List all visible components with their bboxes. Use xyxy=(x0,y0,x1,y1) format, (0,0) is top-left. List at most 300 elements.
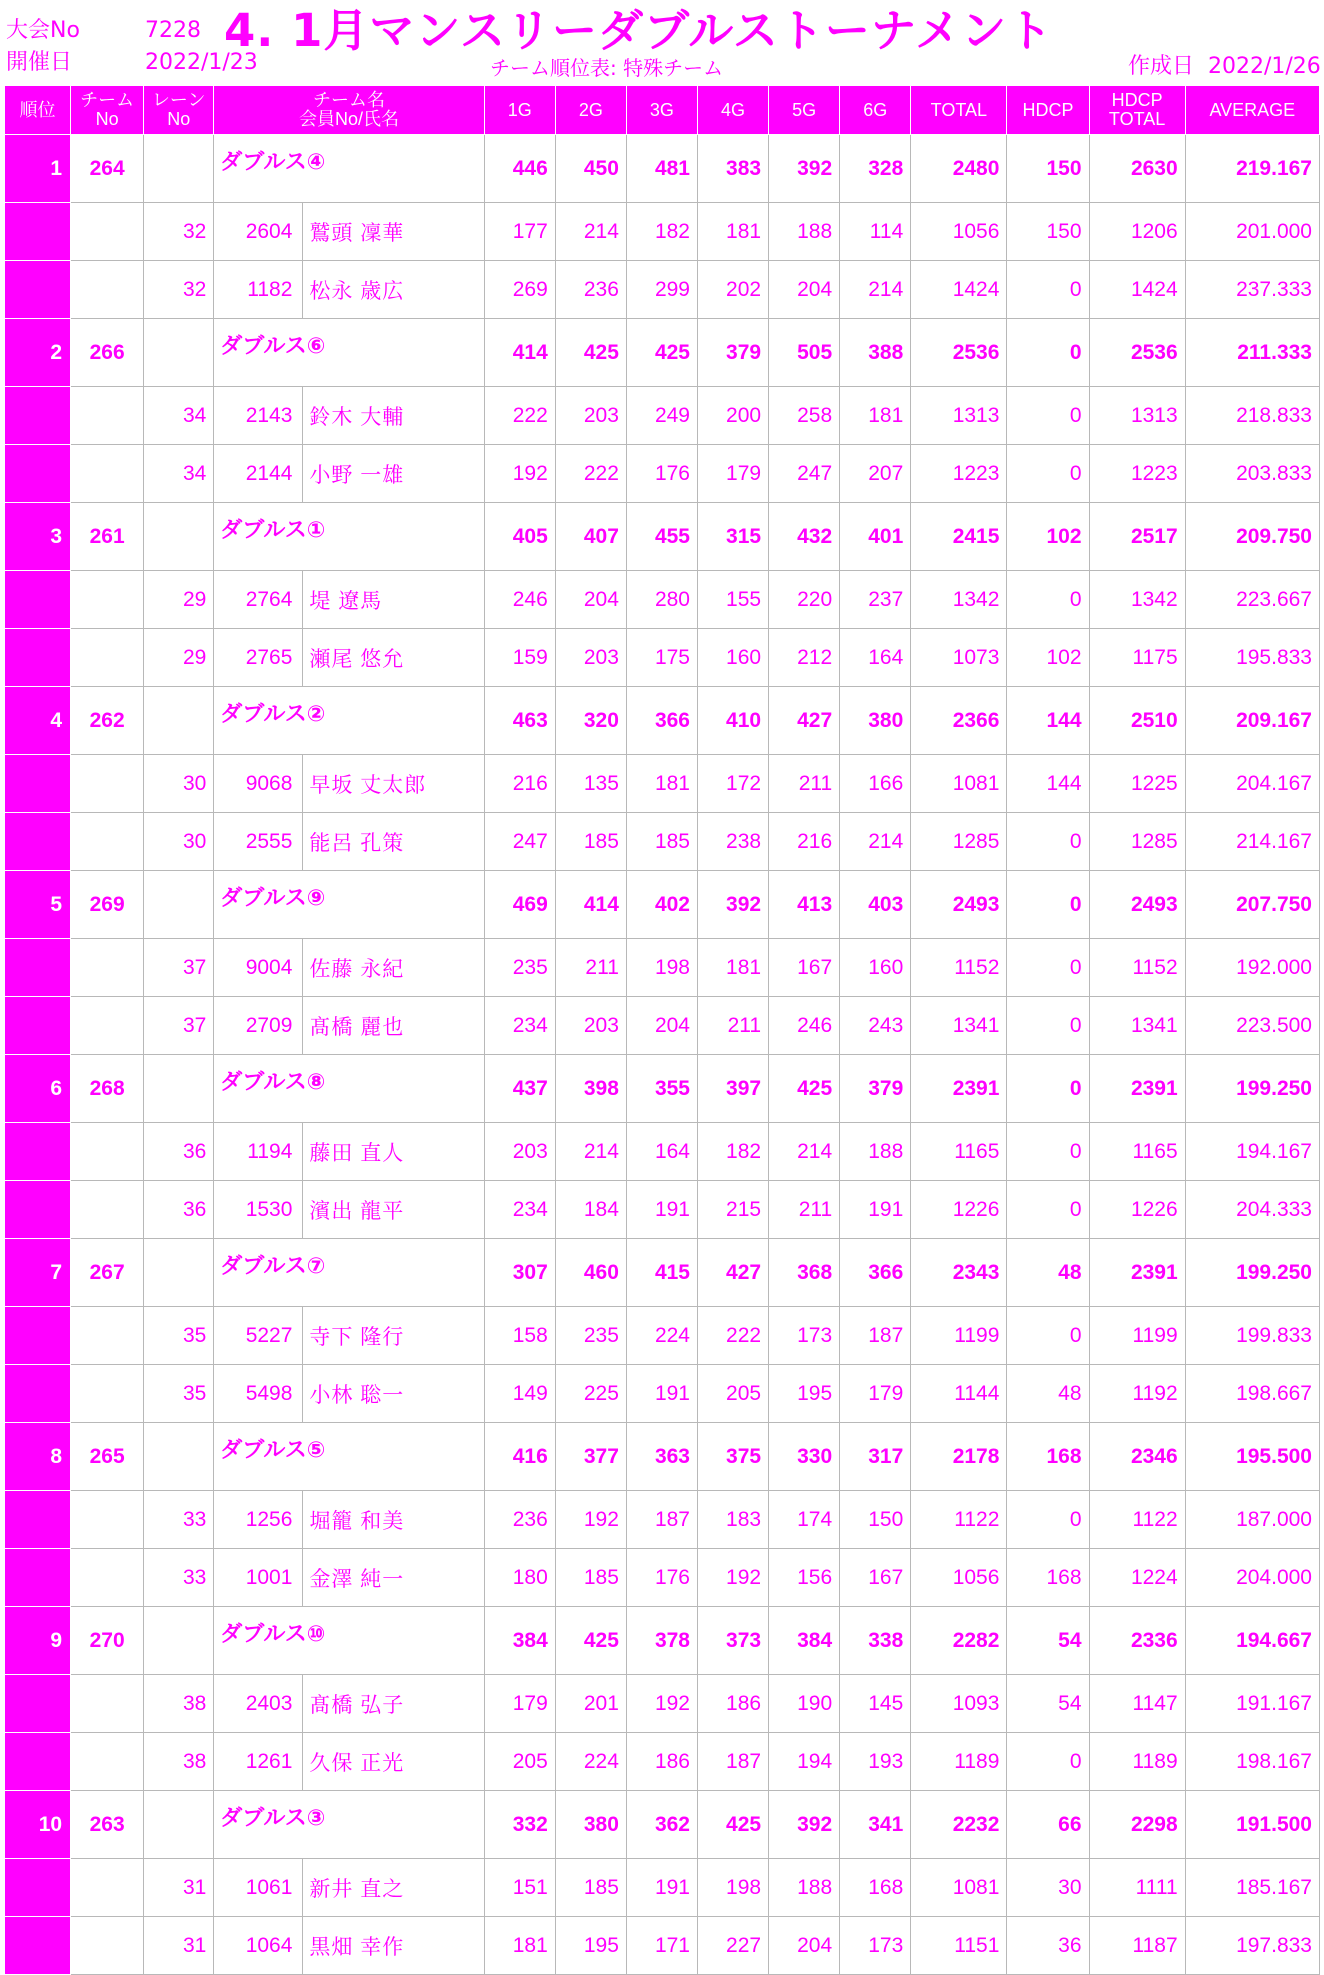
game-1-cell: 236 xyxy=(484,1491,555,1549)
game-6-cell: 388 xyxy=(840,319,911,387)
rank-cell xyxy=(5,571,71,629)
game-5-cell: 258 xyxy=(769,387,840,445)
player-name-cell: 能呂 孔策 xyxy=(303,813,484,871)
team-no-cell: 263 xyxy=(71,1791,144,1859)
lane-no-cell: 31 xyxy=(144,1859,214,1917)
game-2-cell: 204 xyxy=(555,571,626,629)
game-2-cell: 320 xyxy=(555,687,626,755)
lane-no-cell: 29 xyxy=(144,629,214,687)
game-1-cell: 216 xyxy=(484,755,555,813)
game-5-cell: 214 xyxy=(769,1123,840,1181)
game-4-cell: 155 xyxy=(697,571,768,629)
player-name-cell: 小野 一雄 xyxy=(303,445,484,503)
hdcp-cell: 0 xyxy=(1007,445,1089,503)
team-no-cell xyxy=(71,571,144,629)
team-no-cell xyxy=(71,939,144,997)
lane-no-cell xyxy=(144,1607,214,1675)
game-5-cell: 204 xyxy=(769,1917,840,1975)
lane-no-cell xyxy=(144,1423,214,1491)
game-1-cell: 332 xyxy=(484,1791,555,1859)
total-cell: 2480 xyxy=(911,135,1007,203)
lane-no-cell: 30 xyxy=(144,755,214,813)
team-no-cell xyxy=(71,1917,144,1975)
player-row xyxy=(5,445,1320,503)
game-2-cell: 203 xyxy=(555,629,626,687)
game-5-cell: 212 xyxy=(769,629,840,687)
lane-no-cell: 37 xyxy=(144,939,214,997)
team-row xyxy=(5,1239,1320,1307)
game-3-cell: 175 xyxy=(626,629,697,687)
game-3-cell: 176 xyxy=(626,1549,697,1607)
team-no-cell xyxy=(71,1123,144,1181)
rank-cell xyxy=(5,939,71,997)
game-6-cell: 168 xyxy=(840,1859,911,1917)
col-g4: 4G xyxy=(697,86,768,135)
game-4-cell: 181 xyxy=(697,203,768,261)
game-1-cell: 246 xyxy=(484,571,555,629)
col-g5: 5G xyxy=(769,86,840,135)
player-row xyxy=(5,203,1320,261)
game-6-cell: 317 xyxy=(840,1423,911,1491)
game-3-cell: 363 xyxy=(626,1423,697,1491)
rank-cell xyxy=(5,1123,71,1181)
game-5-cell: 427 xyxy=(769,687,840,755)
member-no-cell: 2403 xyxy=(214,1675,303,1733)
game-3-cell: 355 xyxy=(626,1055,697,1123)
game-2-cell: 214 xyxy=(555,203,626,261)
game-2-cell: 407 xyxy=(555,503,626,571)
team-no-cell xyxy=(71,445,144,503)
game-4-cell: 211 xyxy=(697,997,768,1055)
game-6-cell: 114 xyxy=(840,203,911,261)
hdcp-cell: 150 xyxy=(1007,135,1089,203)
average-cell: 201.000 xyxy=(1185,203,1319,261)
member-no-cell: 1530 xyxy=(214,1181,303,1239)
col-g3: 3G xyxy=(626,86,697,135)
hdcp-cell: 102 xyxy=(1007,503,1089,571)
hdcp-total-cell: 1152 xyxy=(1089,939,1185,997)
col-hdcp: HDCP xyxy=(1007,86,1089,135)
game-3-cell: 362 xyxy=(626,1791,697,1859)
player-row xyxy=(5,813,1320,871)
average-cell: 187.000 xyxy=(1185,1491,1319,1549)
game-6-cell: 207 xyxy=(840,445,911,503)
game-1-cell: 179 xyxy=(484,1675,555,1733)
hdcp-cell: 0 xyxy=(1007,1055,1089,1123)
game-4-cell: 238 xyxy=(697,813,768,871)
team-no-cell xyxy=(71,1675,144,1733)
hdcp-cell: 30 xyxy=(1007,1859,1089,1917)
lane-no-cell: 35 xyxy=(144,1307,214,1365)
player-name-cell: 瀬尾 悠允 xyxy=(303,629,484,687)
game-4-cell: 200 xyxy=(697,387,768,445)
rank-cell xyxy=(5,755,71,813)
game-6-cell: 193 xyxy=(840,1733,911,1791)
hdcp-cell: 54 xyxy=(1007,1607,1089,1675)
rank-cell xyxy=(5,261,71,319)
lane-no-cell xyxy=(144,1055,214,1123)
game-4-cell: 182 xyxy=(697,1123,768,1181)
game-3-cell: 185 xyxy=(626,813,697,871)
col-g2: 2G xyxy=(555,86,626,135)
member-no-cell: 5227 xyxy=(214,1307,303,1365)
member-no-cell: 1194 xyxy=(214,1123,303,1181)
total-cell: 1152 xyxy=(911,939,1007,997)
member-no-cell: 2143 xyxy=(214,387,303,445)
hdcp-total-cell: 1342 xyxy=(1089,571,1185,629)
game-2-cell: 460 xyxy=(555,1239,626,1307)
hdcp-cell: 66 xyxy=(1007,1791,1089,1859)
lane-no-cell xyxy=(144,319,214,387)
game-2-cell: 201 xyxy=(555,1675,626,1733)
total-cell: 1199 xyxy=(911,1307,1007,1365)
average-cell: 204.167 xyxy=(1185,755,1319,813)
date-label: 開催日 xyxy=(6,50,73,75)
game-3-cell: 192 xyxy=(626,1675,697,1733)
game-2-cell: 414 xyxy=(555,871,626,939)
average-cell: 199.833 xyxy=(1185,1307,1319,1365)
total-cell: 1223 xyxy=(911,445,1007,503)
hdcp-total-cell: 1226 xyxy=(1089,1181,1185,1239)
game-4-cell: 179 xyxy=(697,445,768,503)
col-team-name: チーム名 会員No/氏名 xyxy=(214,86,484,135)
total-cell: 1144 xyxy=(911,1365,1007,1423)
average-cell: 223.500 xyxy=(1185,997,1319,1055)
game-2-cell: 195 xyxy=(555,1917,626,1975)
game-2-cell: 211 xyxy=(555,939,626,997)
hdcp-cell: 0 xyxy=(1007,261,1089,319)
tournament-no-label: 大会No xyxy=(6,18,80,43)
player-row xyxy=(5,755,1320,813)
player-name-cell: 堀籠 和美 xyxy=(303,1491,484,1549)
player-name-cell: 鷲頭 凜華 xyxy=(303,203,484,261)
rank-cell: 7 xyxy=(5,1239,71,1307)
hdcp-cell: 0 xyxy=(1007,387,1089,445)
member-no-cell: 9004 xyxy=(214,939,303,997)
total-cell: 1081 xyxy=(911,755,1007,813)
game-6-cell: 173 xyxy=(840,1917,911,1975)
total-cell: 1165 xyxy=(911,1123,1007,1181)
player-name-cell: 髙橋 弘子 xyxy=(303,1675,484,1733)
game-5-cell: 220 xyxy=(769,571,840,629)
game-6-cell: 181 xyxy=(840,387,911,445)
game-3-cell: 280 xyxy=(626,571,697,629)
lane-no-cell: 35 xyxy=(144,1365,214,1423)
col-g6: 6G xyxy=(840,86,911,135)
game-6-cell: 403 xyxy=(840,871,911,939)
lane-no-cell: 29 xyxy=(144,571,214,629)
rank-cell xyxy=(5,1917,71,1975)
game-1-cell: 205 xyxy=(484,1733,555,1791)
hdcp-total-cell: 2517 xyxy=(1089,503,1185,571)
hdcp-total-cell: 2630 xyxy=(1089,135,1185,203)
team-row xyxy=(5,135,1320,203)
game-3-cell: 171 xyxy=(626,1917,697,1975)
game-3-cell: 191 xyxy=(626,1859,697,1917)
hdcp-cell: 144 xyxy=(1007,755,1089,813)
average-cell: 203.833 xyxy=(1185,445,1319,503)
lane-no-cell: 38 xyxy=(144,1733,214,1791)
game-4-cell: 186 xyxy=(697,1675,768,1733)
rank-cell xyxy=(5,387,71,445)
hdcp-total-cell: 2336 xyxy=(1089,1607,1185,1675)
game-5-cell: 211 xyxy=(769,1181,840,1239)
total-cell: 2391 xyxy=(911,1055,1007,1123)
game-2-cell: 380 xyxy=(555,1791,626,1859)
average-cell: 237.333 xyxy=(1185,261,1319,319)
rank-cell xyxy=(5,203,71,261)
team-no-cell xyxy=(71,261,144,319)
game-4-cell: 215 xyxy=(697,1181,768,1239)
hdcp-total-cell: 2536 xyxy=(1089,319,1185,387)
game-3-cell: 299 xyxy=(626,261,697,319)
game-5-cell: 216 xyxy=(769,813,840,871)
game-6-cell: 328 xyxy=(840,135,911,203)
col-g1: 1G xyxy=(484,86,555,135)
player-row xyxy=(5,261,1320,319)
game-5-cell: 204 xyxy=(769,261,840,319)
total-cell: 1056 xyxy=(911,1549,1007,1607)
game-1-cell: 384 xyxy=(484,1607,555,1675)
game-1-cell: 158 xyxy=(484,1307,555,1365)
game-2-cell: 214 xyxy=(555,1123,626,1181)
rank-cell: 4 xyxy=(5,687,71,755)
tournament-no: 7228 xyxy=(145,18,201,43)
game-5-cell: 211 xyxy=(769,755,840,813)
player-row xyxy=(5,1307,1320,1365)
player-name-cell: 髙橋 麗也 xyxy=(303,997,484,1055)
game-3-cell: 191 xyxy=(626,1365,697,1423)
average-cell: 195.500 xyxy=(1185,1423,1319,1491)
game-2-cell: 185 xyxy=(555,1549,626,1607)
team-row xyxy=(5,687,1320,755)
player-name-cell: 新井 直之 xyxy=(303,1859,484,1917)
player-row xyxy=(5,1859,1320,1917)
lane-no-cell xyxy=(144,1791,214,1859)
game-5-cell: 368 xyxy=(769,1239,840,1307)
team-no-cell: 266 xyxy=(71,319,144,387)
average-cell: 199.250 xyxy=(1185,1055,1319,1123)
average-cell: 197.833 xyxy=(1185,1917,1319,1975)
team-name-cell: ダブルス⑨ xyxy=(214,871,484,939)
game-1-cell: 149 xyxy=(484,1365,555,1423)
game-6-cell: 338 xyxy=(840,1607,911,1675)
game-4-cell: 379 xyxy=(697,319,768,387)
game-5-cell: 188 xyxy=(769,1859,840,1917)
player-row xyxy=(5,571,1320,629)
lane-no-cell: 32 xyxy=(144,261,214,319)
game-1-cell: 177 xyxy=(484,203,555,261)
player-name-cell: 堤 遼馬 xyxy=(303,571,484,629)
player-name-cell: 藤田 直人 xyxy=(303,1123,484,1181)
team-name-cell: ダブルス③ xyxy=(214,1791,484,1859)
game-3-cell: 191 xyxy=(626,1181,697,1239)
game-6-cell: 214 xyxy=(840,813,911,871)
game-5-cell: 167 xyxy=(769,939,840,997)
rank-cell xyxy=(5,445,71,503)
hdcp-total-cell: 1199 xyxy=(1089,1307,1185,1365)
col-hdcp-total: HDCP TOTAL xyxy=(1089,86,1185,135)
team-no-cell: 269 xyxy=(71,871,144,939)
game-1-cell: 192 xyxy=(484,445,555,503)
player-row xyxy=(5,387,1320,445)
rank-cell: 10 xyxy=(5,1791,71,1859)
col-average: AVERAGE xyxy=(1185,86,1319,135)
team-no-cell xyxy=(71,1859,144,1917)
created-date: 2022/1/26 xyxy=(1208,54,1321,79)
average-cell: 199.250 xyxy=(1185,1239,1319,1307)
average-cell: 185.167 xyxy=(1185,1859,1319,1917)
standings-table xyxy=(4,85,1320,1975)
lane-no-cell: 31 xyxy=(144,1917,214,1975)
hdcp-cell: 0 xyxy=(1007,1123,1089,1181)
hdcp-total-cell: 1313 xyxy=(1089,387,1185,445)
rank-cell: 5 xyxy=(5,871,71,939)
game-2-cell: 377 xyxy=(555,1423,626,1491)
total-cell: 1226 xyxy=(911,1181,1007,1239)
game-4-cell: 181 xyxy=(697,939,768,997)
created-label: 作成日 xyxy=(1128,54,1195,79)
game-2-cell: 225 xyxy=(555,1365,626,1423)
player-row xyxy=(5,1123,1320,1181)
team-name-cell: ダブルス⑩ xyxy=(214,1607,484,1675)
player-name-cell: 鈴木 大輔 xyxy=(303,387,484,445)
team-no-cell xyxy=(71,1491,144,1549)
hdcp-cell: 168 xyxy=(1007,1549,1089,1607)
game-2-cell: 203 xyxy=(555,997,626,1055)
member-no-cell: 2604 xyxy=(214,203,303,261)
table-body xyxy=(5,135,1320,1975)
game-3-cell: 181 xyxy=(626,755,697,813)
team-row xyxy=(5,1055,1320,1123)
game-5-cell: 190 xyxy=(769,1675,840,1733)
member-no-cell: 5498 xyxy=(214,1365,303,1423)
game-6-cell: 237 xyxy=(840,571,911,629)
hdcp-cell: 0 xyxy=(1007,939,1089,997)
player-row xyxy=(5,1365,1320,1423)
game-1-cell: 180 xyxy=(484,1549,555,1607)
player-row xyxy=(5,629,1320,687)
hdcp-cell: 0 xyxy=(1007,1307,1089,1365)
game-5-cell: 194 xyxy=(769,1733,840,1791)
game-1-cell: 463 xyxy=(484,687,555,755)
game-5-cell: 425 xyxy=(769,1055,840,1123)
member-no-cell: 2555 xyxy=(214,813,303,871)
game-6-cell: 243 xyxy=(840,997,911,1055)
game-6-cell: 191 xyxy=(840,1181,911,1239)
average-cell: 219.167 xyxy=(1185,135,1319,203)
hdcp-cell: 0 xyxy=(1007,871,1089,939)
game-3-cell: 402 xyxy=(626,871,697,939)
game-4-cell: 160 xyxy=(697,629,768,687)
member-no-cell: 1261 xyxy=(214,1733,303,1791)
total-cell: 1093 xyxy=(911,1675,1007,1733)
game-5-cell: 195 xyxy=(769,1365,840,1423)
player-name-cell: 黒畑 幸作 xyxy=(303,1917,484,1975)
total-cell: 1081 xyxy=(911,1859,1007,1917)
game-5-cell: 432 xyxy=(769,503,840,571)
hdcp-cell: 0 xyxy=(1007,997,1089,1055)
player-name-cell: 金澤 純一 xyxy=(303,1549,484,1607)
total-cell: 1073 xyxy=(911,629,1007,687)
team-no-cell xyxy=(71,1549,144,1607)
team-row xyxy=(5,1607,1320,1675)
game-5-cell: 392 xyxy=(769,135,840,203)
average-cell: 191.500 xyxy=(1185,1791,1319,1859)
game-2-cell: 135 xyxy=(555,755,626,813)
member-no-cell: 2764 xyxy=(214,571,303,629)
game-1-cell: 307 xyxy=(484,1239,555,1307)
average-cell: 191.167 xyxy=(1185,1675,1319,1733)
hdcp-total-cell: 1192 xyxy=(1089,1365,1185,1423)
total-cell: 2343 xyxy=(911,1239,1007,1307)
game-4-cell: 187 xyxy=(697,1733,768,1791)
rank-cell xyxy=(5,1365,71,1423)
team-no-cell: 262 xyxy=(71,687,144,755)
team-no-cell: 268 xyxy=(71,1055,144,1123)
game-3-cell: 186 xyxy=(626,1733,697,1791)
game-4-cell: 192 xyxy=(697,1549,768,1607)
lane-no-cell: 34 xyxy=(144,445,214,503)
total-cell: 2536 xyxy=(911,319,1007,387)
game-4-cell: 383 xyxy=(697,135,768,203)
game-5-cell: 247 xyxy=(769,445,840,503)
team-name-cell: ダブルス④ xyxy=(214,135,484,203)
average-cell: 209.750 xyxy=(1185,503,1319,571)
rank-cell: 6 xyxy=(5,1055,71,1123)
hdcp-total-cell: 1206 xyxy=(1089,203,1185,261)
player-name-cell: 小林 聡一 xyxy=(303,1365,484,1423)
team-no-cell xyxy=(71,1365,144,1423)
member-no-cell: 2765 xyxy=(214,629,303,687)
game-4-cell: 392 xyxy=(697,871,768,939)
game-3-cell: 182 xyxy=(626,203,697,261)
game-6-cell: 379 xyxy=(840,1055,911,1123)
game-6-cell: 150 xyxy=(840,1491,911,1549)
hdcp-total-cell: 1424 xyxy=(1089,261,1185,319)
game-2-cell: 222 xyxy=(555,445,626,503)
game-5-cell: 173 xyxy=(769,1307,840,1365)
game-3-cell: 425 xyxy=(626,319,697,387)
member-no-cell: 1182 xyxy=(214,261,303,319)
game-5-cell: 384 xyxy=(769,1607,840,1675)
rank-cell xyxy=(5,997,71,1055)
team-no-cell xyxy=(71,997,144,1055)
game-6-cell: 366 xyxy=(840,1239,911,1307)
team-no-cell xyxy=(71,1733,144,1791)
average-cell: 209.167 xyxy=(1185,687,1319,755)
game-3-cell: 366 xyxy=(626,687,697,755)
lane-no-cell: 34 xyxy=(144,387,214,445)
team-name-cell: ダブルス① xyxy=(214,503,484,571)
game-6-cell: 380 xyxy=(840,687,911,755)
total-cell: 1189 xyxy=(911,1733,1007,1791)
game-1-cell: 159 xyxy=(484,629,555,687)
game-5-cell: 413 xyxy=(769,871,840,939)
game-5-cell: 505 xyxy=(769,319,840,387)
game-4-cell: 375 xyxy=(697,1423,768,1491)
team-name-cell: ダブルス⑧ xyxy=(214,1055,484,1123)
player-name-cell: 久保 正光 xyxy=(303,1733,484,1791)
team-no-cell xyxy=(71,203,144,261)
average-cell: 204.333 xyxy=(1185,1181,1319,1239)
game-5-cell: 392 xyxy=(769,1791,840,1859)
game-3-cell: 164 xyxy=(626,1123,697,1181)
hdcp-total-cell: 1187 xyxy=(1089,1917,1185,1975)
game-1-cell: 151 xyxy=(484,1859,555,1917)
game-6-cell: 188 xyxy=(840,1123,911,1181)
hdcp-cell: 0 xyxy=(1007,1733,1089,1791)
